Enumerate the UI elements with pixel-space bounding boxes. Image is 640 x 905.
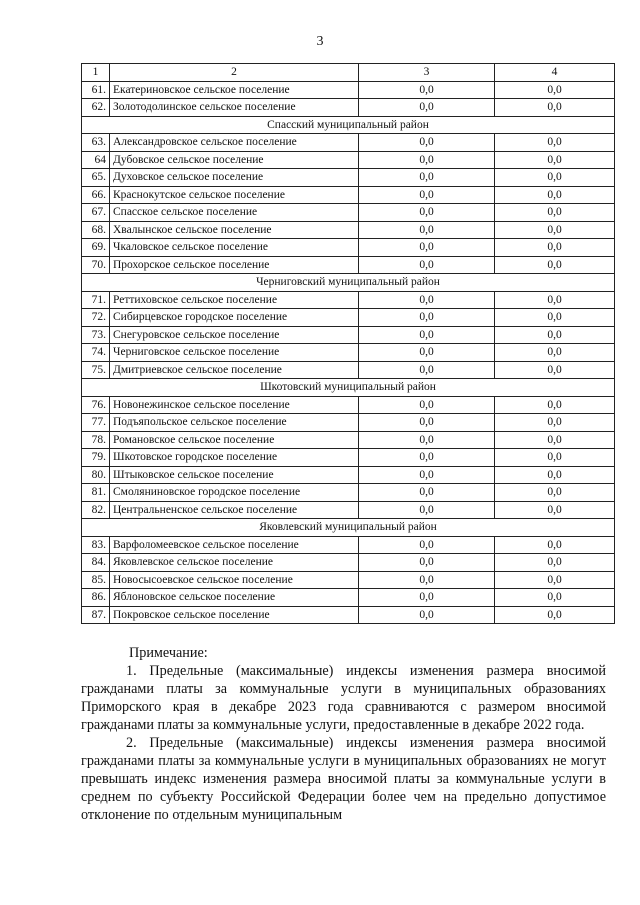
settlement-name: Краснокутское сельское поселение	[110, 186, 359, 204]
value-col4: 0,0	[495, 99, 615, 117]
settlement-name: Центральненское сельское поселение	[110, 501, 359, 519]
table-body	[82, 81, 615, 624]
row-number: 72.	[82, 309, 110, 327]
value-col3: 0,0	[359, 501, 495, 519]
settlement-name: Хвалынское сельское поселение	[110, 221, 359, 239]
value-col4: 0,0	[495, 81, 615, 99]
value-col3: 0,0	[359, 466, 495, 484]
value-col3: 0,0	[359, 536, 495, 554]
table-row	[82, 151, 615, 169]
value-col3: 0,0	[359, 344, 495, 362]
value-col4: 0,0	[495, 151, 615, 169]
row-number: 65.	[82, 169, 110, 187]
column-header: 3	[359, 64, 495, 82]
settlement-name: Дубовское сельское поселение	[110, 151, 359, 169]
value-col4: 0,0	[495, 449, 615, 467]
value-col4: 0,0	[495, 554, 615, 572]
settlement-name: Новонежинское сельское поселение	[110, 396, 359, 414]
row-number: 70.	[82, 256, 110, 274]
value-col4: 0,0	[495, 484, 615, 502]
settlement-name: Чкаловское сельское поселение	[110, 239, 359, 257]
settlement-name: Новосысоевское сельское поселение	[110, 571, 359, 589]
value-col4: 0,0	[495, 431, 615, 449]
value-col4: 0,0	[495, 536, 615, 554]
table-row	[82, 81, 615, 99]
settlement-name: Черниговское сельское поселение	[110, 344, 359, 362]
settlement-name: Спасское сельское поселение	[110, 204, 359, 222]
value-col4: 0,0	[495, 309, 615, 327]
value-col3: 0,0	[359, 239, 495, 257]
table-row	[82, 326, 615, 344]
settlement-name: Прохорское сельское поселение	[110, 256, 359, 274]
table-row	[82, 396, 615, 414]
value-col3: 0,0	[359, 449, 495, 467]
row-number: 69.	[82, 239, 110, 257]
value-col4: 0,0	[495, 221, 615, 239]
column-header: 1	[82, 64, 110, 82]
row-number: 84.	[82, 554, 110, 572]
table-row	[82, 256, 615, 274]
settlement-name: Смоляниновское городское поселение	[110, 484, 359, 502]
value-col3: 0,0	[359, 81, 495, 99]
settlement-name: Покровское сельское поселение	[110, 606, 359, 624]
row-number: 81.	[82, 484, 110, 502]
settlement-name: Штыковское сельское поселение	[110, 466, 359, 484]
row-number: 83.	[82, 536, 110, 554]
row-number: 67.	[82, 204, 110, 222]
row-number: 77.	[82, 414, 110, 432]
row-number: 62.	[82, 99, 110, 117]
table-row	[82, 431, 615, 449]
value-col4: 0,0	[495, 466, 615, 484]
value-col3: 0,0	[359, 169, 495, 187]
table-row	[82, 449, 615, 467]
page-number: 3	[316, 34, 324, 49]
value-col4: 0,0	[495, 291, 615, 309]
settlement-name: Золотодолинское сельское поселение	[110, 99, 359, 117]
table-row	[82, 484, 615, 502]
settlement-name: Подъяпольское сельское поселение	[110, 414, 359, 432]
table-row	[82, 466, 615, 484]
table-row	[82, 589, 615, 607]
table-row	[82, 571, 615, 589]
row-number: 73.	[82, 326, 110, 344]
value-col4: 0,0	[495, 344, 615, 362]
settlement-name: Шкотовское городское поселение	[110, 449, 359, 467]
row-number: 86.	[82, 589, 110, 607]
value-col4: 0,0	[495, 186, 615, 204]
value-col3: 0,0	[359, 256, 495, 274]
value-col4: 0,0	[495, 571, 615, 589]
value-col3: 0,0	[359, 204, 495, 222]
table-row	[82, 169, 615, 187]
value-col3: 0,0	[359, 326, 495, 344]
row-number: 80.	[82, 466, 110, 484]
table-row	[82, 204, 615, 222]
value-col3: 0,0	[359, 554, 495, 572]
value-col3: 0,0	[359, 134, 495, 152]
value-col4: 0,0	[495, 134, 615, 152]
row-number: 71.	[82, 291, 110, 309]
value-col3: 0,0	[359, 414, 495, 432]
row-number: 74.	[82, 344, 110, 362]
value-col3: 0,0	[359, 291, 495, 309]
settlement-name: Сибирцевское городское поселение	[110, 309, 359, 327]
district-header-row	[82, 116, 615, 134]
table-row	[82, 309, 615, 327]
row-number: 64	[82, 151, 110, 169]
value-col3: 0,0	[359, 396, 495, 414]
table-header-row	[82, 64, 615, 82]
table-row	[82, 291, 615, 309]
row-number: 63.	[82, 134, 110, 152]
table-row	[82, 186, 615, 204]
value-col4: 0,0	[495, 414, 615, 432]
value-col3: 0,0	[359, 571, 495, 589]
settlement-name: Реттиховское сельское поселение	[110, 291, 359, 309]
settlement-name: Яковлевское сельское поселение	[110, 554, 359, 572]
table-row	[82, 606, 615, 624]
table-row	[82, 134, 615, 152]
row-number: 75.	[82, 361, 110, 379]
district-header-row	[82, 274, 615, 292]
value-col3: 0,0	[359, 606, 495, 624]
district-name: Спасский муниципальный район	[82, 116, 615, 134]
value-col4: 0,0	[495, 606, 615, 624]
row-number: 82.	[82, 501, 110, 519]
row-number: 61.	[82, 81, 110, 99]
value-col4: 0,0	[495, 501, 615, 519]
row-number: 68.	[82, 221, 110, 239]
row-number: 76.	[82, 396, 110, 414]
value-col4: 0,0	[495, 361, 615, 379]
value-col4: 0,0	[495, 204, 615, 222]
value-col3: 0,0	[359, 484, 495, 502]
value-col3: 0,0	[359, 589, 495, 607]
data-table	[81, 63, 615, 624]
value-col4: 0,0	[495, 396, 615, 414]
settlement-name: Яблоновское сельское поселение	[110, 589, 359, 607]
district-header-row	[82, 519, 615, 537]
note-paragraph-1: 1. Предельные (максимальные) индексы изменения размера вносимой гражданами платы за коммунальные услуги в муниципальных образованиях Приморского края в декабре 2023 года сравниваются с размером вносимой гражданами платы за коммунальные услуги, предоставленные в декабре 2022 года.	[81, 663, 606, 733]
value-col3: 0,0	[359, 431, 495, 449]
note-paragraph-2: 2. Предельные (максимальные) индексы изменения размера вносимой гражданами платы за коммунальные услуги в муниципальных образованиях не могут превышать индекс изменения размера вносимой платы за коммунальные услуги в среднем по субъекту Российской Федерации более чем на предельно допустимое отклонение по отдельным муниципальным	[81, 735, 606, 823]
value-col4: 0,0	[495, 239, 615, 257]
row-number: 79.	[82, 449, 110, 467]
notes-section	[81, 644, 606, 824]
district-name: Яковлевский муниципальный район	[82, 519, 615, 537]
value-col4: 0,0	[495, 256, 615, 274]
column-header: 2	[110, 64, 359, 82]
table-row	[82, 239, 615, 257]
notes-title: Примечание:	[129, 645, 208, 661]
district-name: Шкотовский муниципальный район	[82, 379, 615, 397]
table-row	[82, 501, 615, 519]
value-col3: 0,0	[359, 99, 495, 117]
value-col3: 0,0	[359, 361, 495, 379]
table-row	[82, 361, 615, 379]
settlement-name: Варфоломеевское сельское поселение	[110, 536, 359, 554]
value-col3: 0,0	[359, 186, 495, 204]
district-name: Черниговский муниципальный район	[82, 274, 615, 292]
settlement-name: Снегуровское сельское поселение	[110, 326, 359, 344]
value-col3: 0,0	[359, 151, 495, 169]
row-number: 85.	[82, 571, 110, 589]
settlement-name: Александровское сельское поселение	[110, 134, 359, 152]
value-col4: 0,0	[495, 169, 615, 187]
table-row	[82, 99, 615, 117]
settlement-name: Романовское сельское поселение	[110, 431, 359, 449]
column-header: 4	[495, 64, 615, 82]
value-col4: 0,0	[495, 326, 615, 344]
table-row	[82, 221, 615, 239]
table-row	[82, 414, 615, 432]
value-col3: 0,0	[359, 221, 495, 239]
table-row	[82, 554, 615, 572]
table-row	[82, 344, 615, 362]
row-number: 66.	[82, 186, 110, 204]
district-header-row	[82, 379, 615, 397]
row-number: 78.	[82, 431, 110, 449]
settlement-name: Екатериновское сельское поселение	[110, 81, 359, 99]
value-col3: 0,0	[359, 309, 495, 327]
settlement-name: Дмитриевское сельское поселение	[110, 361, 359, 379]
table-row	[82, 536, 615, 554]
settlement-name: Духовское сельское поселение	[110, 169, 359, 187]
row-number: 87.	[82, 606, 110, 624]
value-col4: 0,0	[495, 589, 615, 607]
